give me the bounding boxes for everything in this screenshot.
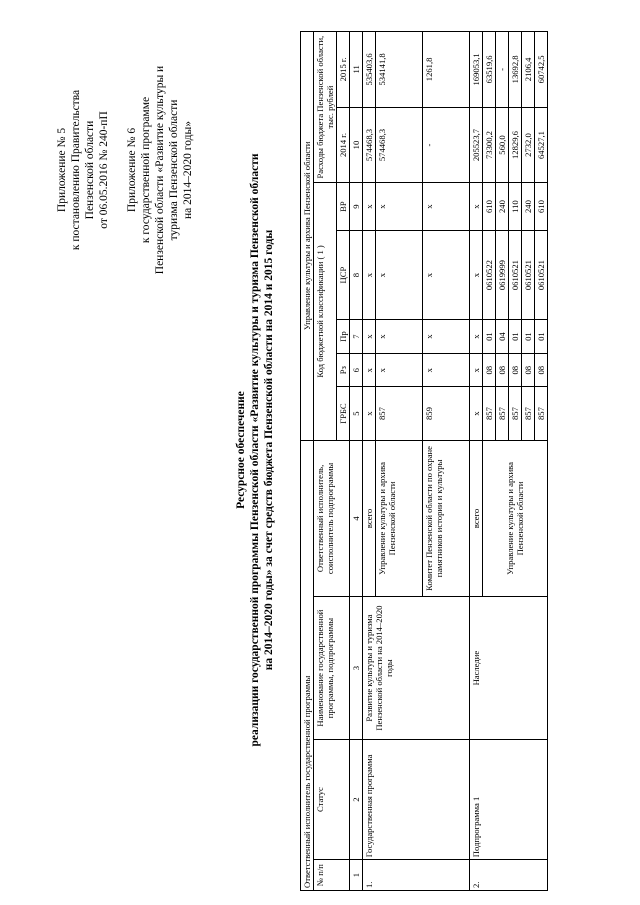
row-rz: 08	[496, 353, 509, 387]
header-pr: Пр	[337, 320, 350, 354]
title-line: реализации государственной программы Пензенской области «Развитие культуры и туризма Пензенской области	[249, 153, 261, 747]
responsible-value: Управление культуры и архива Пензенской области	[301, 32, 314, 441]
row-vr: х	[423, 183, 470, 231]
header-grbs: ГРБС	[337, 387, 350, 440]
row-name: Наследие	[470, 597, 548, 740]
row-grbs: 857	[483, 387, 496, 440]
row-vr: 610	[535, 183, 548, 231]
row-vr: 240	[496, 183, 509, 231]
row-status: Подпрограмма 1	[470, 739, 548, 859]
row-2014: 205523,7	[470, 107, 483, 183]
column-number: 10	[350, 107, 363, 183]
appendix-line: Пензенской области	[84, 120, 96, 220]
row-2015: 534141,8	[376, 32, 423, 108]
column-number: 9	[350, 183, 363, 231]
row-csr: х	[423, 230, 470, 320]
row-vr: 110	[509, 183, 522, 231]
row-rz: х	[470, 353, 483, 387]
title-line: Ресурсное обеспечение	[235, 391, 247, 509]
row-2015: 63519,6	[483, 32, 496, 108]
column-number: 4	[350, 440, 363, 597]
row-executor: Комитет Пензенской области по охране памятников истории и культуры	[423, 440, 470, 597]
row-vr: х	[470, 183, 483, 231]
row-number: 1.	[363, 860, 470, 891]
row-2015: 535403,6	[363, 32, 376, 108]
row-executor: всего	[470, 440, 483, 597]
header-2014: 2014 г.	[337, 107, 350, 183]
row-pr: 01	[535, 320, 548, 354]
row-name: Развитие культуры и туризма Пензенской области на 2014–2020 годы	[363, 597, 470, 740]
row-executor: всего	[363, 440, 376, 597]
appendix-block-1	[55, 20, 111, 320]
header-status: Статус	[314, 739, 350, 859]
row-2015: 169053,1	[470, 32, 483, 108]
appendix-line: к постановлению Правительства	[70, 89, 82, 251]
row-grbs: 857	[376, 387, 423, 440]
column-number: 2	[350, 739, 363, 859]
row-pr: х	[376, 320, 423, 354]
header-row-0	[301, 32, 314, 891]
column-number-row	[350, 32, 363, 891]
row-csr: 0610521	[522, 230, 535, 320]
row-grbs: х	[470, 387, 483, 440]
row-rz: 08	[483, 353, 496, 387]
resource-table	[300, 31, 548, 891]
row-2014: 2732,0	[522, 107, 535, 183]
row-rz: х	[363, 353, 376, 387]
column-number: 5	[350, 387, 363, 440]
appendix-line: Приложение № 5	[56, 127, 68, 213]
appendix-line: Приложение № 6	[126, 127, 138, 213]
header-budget-code: Код бюджетной классификации ( 1 )	[314, 183, 337, 440]
row-executor: Управление культуры и архива Пензенской области	[483, 440, 548, 597]
appendix-line: к государственной программе	[140, 96, 152, 244]
row-grbs: 857	[522, 387, 535, 440]
responsible-label: Ответственный исполнитель государственной программы	[301, 440, 314, 890]
row-csr: 0610521	[509, 230, 522, 320]
header-expenses: Расходы бюджета Пензенской области, тыс. рублей	[314, 32, 337, 183]
row-csr: 0610521	[535, 230, 548, 320]
row-grbs: 857	[496, 387, 509, 440]
row-status: Государственная программа	[363, 739, 470, 859]
row-rz: 08	[535, 353, 548, 387]
column-number: 11	[350, 32, 363, 108]
appendix-line: от 06.05.2016 № 240-пП	[98, 111, 110, 229]
appendix-block-2	[125, 20, 195, 320]
row-pr: 01	[509, 320, 522, 354]
row-pr: 01	[483, 320, 496, 354]
row-pr: 04	[496, 320, 509, 354]
header-vr: ВР	[337, 183, 350, 231]
row-pr: х	[470, 320, 483, 354]
header-2015: 2015 г.	[337, 32, 350, 108]
table-row	[470, 32, 483, 891]
column-number: 6	[350, 353, 363, 387]
row-executor: Управление культуры и архива Пензенской области	[376, 440, 423, 597]
document-title	[234, 90, 276, 810]
header-csr: ЦСР	[337, 230, 350, 320]
row-csr: х	[470, 230, 483, 320]
header-rz: Рз	[337, 353, 350, 387]
column-number: 1	[350, 860, 363, 891]
header-row-1	[314, 32, 337, 891]
row-grbs: 859	[423, 387, 470, 440]
row-2015: -	[496, 32, 509, 108]
row-csr: 0619999	[496, 230, 509, 320]
row-grbs: 857	[509, 387, 522, 440]
header-num: № п/п	[314, 860, 350, 891]
appendix-header	[55, 20, 209, 320]
row-pr: х	[423, 320, 470, 354]
row-2014: 73300,2	[483, 107, 496, 183]
column-number: 3	[350, 597, 363, 740]
row-rz: 08	[522, 353, 535, 387]
title-line: на 2014–2020 годы» за счет средств бюджета Пензенской области на 2014 и 2015 годы	[263, 229, 275, 671]
row-pr: х	[363, 320, 376, 354]
row-2014: 64527,1	[535, 107, 548, 183]
row-vr: х	[363, 183, 376, 231]
row-csr: 0610522	[483, 230, 496, 320]
header-name: Наименование государственной программы, подпрограммы	[314, 597, 350, 740]
column-number: 8	[350, 230, 363, 320]
row-2015: 2106,4	[522, 32, 535, 108]
appendix-line: на 2014–2020 годы»	[182, 121, 194, 219]
row-vr: 240	[522, 183, 535, 231]
row-2014: 12829,6	[509, 107, 522, 183]
row-vr: х	[376, 183, 423, 231]
row-grbs: 857	[535, 387, 548, 440]
appendix-line: Пензенской области «Развитие культуры и	[154, 65, 166, 275]
row-2014: -	[423, 107, 470, 183]
row-2015: 13692,8	[509, 32, 522, 108]
row-vr: 610	[483, 183, 496, 231]
row-2014: 574468,3	[376, 107, 423, 183]
column-number: 7	[350, 320, 363, 354]
row-grbs: х	[363, 387, 376, 440]
row-rz: х	[423, 353, 470, 387]
row-2014: 560,0	[496, 107, 509, 183]
row-rz: 08	[509, 353, 522, 387]
header-executor: Ответственный исполнитель, соисполнитель подпрограммы	[314, 440, 350, 597]
row-pr: 01	[522, 320, 535, 354]
row-rz: х	[376, 353, 423, 387]
row-2014: 574468,3	[363, 107, 376, 183]
row-number: 2.	[470, 860, 548, 891]
row-2015: 1261,8	[423, 32, 470, 108]
row-csr: х	[376, 230, 423, 320]
row-2015: 60742,5	[535, 32, 548, 108]
table-row	[363, 32, 376, 891]
appendix-line: туризма Пензенской области	[168, 99, 180, 241]
row-csr: х	[363, 230, 376, 320]
